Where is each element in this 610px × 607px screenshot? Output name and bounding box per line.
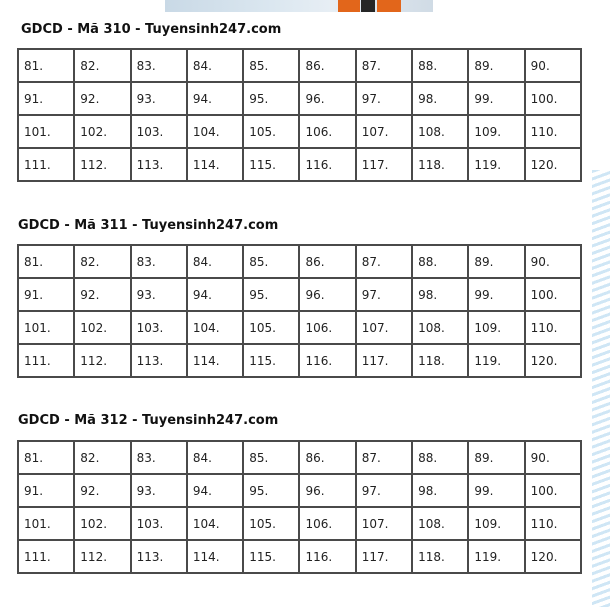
answer-cell: 117. [356, 148, 412, 181]
table-row [18, 507, 581, 540]
answer-cell: 91. [18, 82, 74, 115]
answer-cell: 118. [412, 344, 468, 377]
table-row [18, 245, 581, 278]
answer-cell: 94. [187, 82, 243, 115]
answer-cell: 82. [74, 245, 130, 278]
answer-cell: 112. [74, 540, 130, 573]
answer-cell: 93. [131, 474, 187, 507]
answer-cell: 116. [299, 344, 355, 377]
answer-cell: 83. [131, 245, 187, 278]
answer-cell: 84. [187, 49, 243, 82]
answer-cell: 92. [74, 278, 130, 311]
answer-cell: 108. [412, 507, 468, 540]
answer-cell: 117. [356, 344, 412, 377]
answer-cell: 110. [525, 311, 581, 344]
answer-cell: 116. [299, 148, 355, 181]
answer-cell: 81. [18, 49, 74, 82]
table-row [18, 278, 581, 311]
banner-figure-left [338, 0, 360, 12]
table-row [18, 148, 581, 181]
answer-cell: 95. [243, 474, 299, 507]
answer-cell: 93. [131, 82, 187, 115]
answer-cell: 96. [299, 82, 355, 115]
answer-cell: 100. [525, 474, 581, 507]
answer-cell: 103. [131, 507, 187, 540]
answer-cell: 85. [243, 49, 299, 82]
answer-cell: 91. [18, 474, 74, 507]
answer-table-310 [17, 48, 582, 182]
answer-cell: 96. [299, 474, 355, 507]
answer-cell: 108. [412, 311, 468, 344]
answer-cell: 109. [468, 115, 524, 148]
answer-cell: 113. [131, 148, 187, 181]
answer-cell: 100. [525, 278, 581, 311]
answer-cell: 104. [187, 507, 243, 540]
answer-cell: 119. [468, 344, 524, 377]
answer-cell: 81. [18, 245, 74, 278]
answer-cell: 102. [74, 311, 130, 344]
decorative-stripes [592, 170, 610, 607]
answer-cell: 103. [131, 115, 187, 148]
answer-cell: 114. [187, 344, 243, 377]
answer-cell: 87. [356, 441, 412, 474]
answer-cell: 115. [243, 344, 299, 377]
answer-cell: 115. [243, 148, 299, 181]
answer-cell: 89. [468, 49, 524, 82]
table-row [18, 49, 581, 82]
answer-cell: 101. [18, 507, 74, 540]
table-row [18, 82, 581, 115]
table-row [18, 474, 581, 507]
answer-cell: 112. [74, 344, 130, 377]
answer-cell: 91. [18, 278, 74, 311]
answer-cell: 88. [412, 441, 468, 474]
answer-cell: 112. [74, 148, 130, 181]
answer-cell: 101. [18, 115, 74, 148]
answer-cell: 107. [356, 507, 412, 540]
section-title-311: GDCD - Mã 311 - Tuyensinh247.com [18, 218, 279, 233]
answer-table-312 [17, 440, 582, 574]
answer-cell: 86. [299, 441, 355, 474]
banner-figure-middle [361, 0, 375, 12]
answer-cell: 113. [131, 540, 187, 573]
answer-cell: 102. [74, 115, 130, 148]
answer-cell: 111. [18, 344, 74, 377]
table-row [18, 115, 581, 148]
answer-cell: 85. [243, 245, 299, 278]
answer-cell: 102. [74, 507, 130, 540]
answer-cell: 104. [187, 115, 243, 148]
banner-image [165, 0, 433, 12]
answer-cell: 84. [187, 441, 243, 474]
answer-cell: 84. [187, 245, 243, 278]
answer-cell: 109. [468, 507, 524, 540]
banner-figure-right [377, 0, 401, 12]
answer-cell: 107. [356, 311, 412, 344]
answer-cell: 89. [468, 441, 524, 474]
answer-cell: 106. [299, 115, 355, 148]
answer-cell: 104. [187, 311, 243, 344]
answer-cell: 106. [299, 311, 355, 344]
answer-cell: 119. [468, 148, 524, 181]
answer-cell: 97. [356, 278, 412, 311]
answer-cell: 109. [468, 311, 524, 344]
answer-cell: 120. [525, 540, 581, 573]
answer-cell: 98. [412, 474, 468, 507]
answer-cell: 114. [187, 540, 243, 573]
answer-cell: 120. [525, 344, 581, 377]
answer-cell: 95. [243, 82, 299, 115]
answer-cell: 92. [74, 474, 130, 507]
answer-cell: 101. [18, 311, 74, 344]
answer-cell: 107. [356, 115, 412, 148]
answer-cell: 99. [468, 474, 524, 507]
answer-cell: 118. [412, 148, 468, 181]
table-row [18, 441, 581, 474]
answer-cell: 100. [525, 82, 581, 115]
answer-cell: 82. [74, 441, 130, 474]
table-row [18, 344, 581, 377]
answer-cell: 96. [299, 278, 355, 311]
answer-cell: 118. [412, 540, 468, 573]
answer-cell: 87. [356, 245, 412, 278]
section-title-310: GDCD - Mã 310 - Tuyensinh247.com [21, 22, 282, 37]
answer-cell: 106. [299, 507, 355, 540]
answer-cell: 120. [525, 148, 581, 181]
answer-cell: 99. [468, 278, 524, 311]
answer-cell: 94. [187, 278, 243, 311]
answer-cell: 116. [299, 540, 355, 573]
table-row [18, 540, 581, 573]
answer-cell: 110. [525, 507, 581, 540]
answer-cell: 97. [356, 82, 412, 115]
answer-cell: 105. [243, 311, 299, 344]
answer-cell: 89. [468, 245, 524, 278]
answer-cell: 97. [356, 474, 412, 507]
answer-cell: 117. [356, 540, 412, 573]
answer-cell: 90. [525, 441, 581, 474]
answer-cell: 88. [412, 49, 468, 82]
answer-cell: 90. [525, 245, 581, 278]
answer-cell: 88. [412, 245, 468, 278]
answer-cell: 94. [187, 474, 243, 507]
answer-cell: 81. [18, 441, 74, 474]
answer-cell: 93. [131, 278, 187, 311]
answer-cell: 113. [131, 344, 187, 377]
answer-cell: 115. [243, 540, 299, 573]
answer-cell: 85. [243, 441, 299, 474]
answer-cell: 98. [412, 278, 468, 311]
answer-cell: 95. [243, 278, 299, 311]
answer-cell: 83. [131, 441, 187, 474]
answer-cell: 105. [243, 507, 299, 540]
answer-cell: 108. [412, 115, 468, 148]
answer-cell: 92. [74, 82, 130, 115]
answer-cell: 103. [131, 311, 187, 344]
answer-cell: 111. [18, 148, 74, 181]
answer-cell: 90. [525, 49, 581, 82]
answer-cell: 86. [299, 49, 355, 82]
answer-table-311 [17, 244, 582, 378]
answer-cell: 87. [356, 49, 412, 82]
answer-cell: 98. [412, 82, 468, 115]
answer-cell: 119. [468, 540, 524, 573]
answer-cell: 83. [131, 49, 187, 82]
answer-cell: 82. [74, 49, 130, 82]
right-decorative-strip [592, 0, 610, 607]
answer-cell: 99. [468, 82, 524, 115]
answer-cell: 86. [299, 245, 355, 278]
table-row [18, 311, 581, 344]
answer-cell: 110. [525, 115, 581, 148]
answer-cell: 114. [187, 148, 243, 181]
answer-cell: 111. [18, 540, 74, 573]
answer-cell: 105. [243, 115, 299, 148]
section-title-312: GDCD - Mã 312 - Tuyensinh247.com [18, 413, 279, 428]
